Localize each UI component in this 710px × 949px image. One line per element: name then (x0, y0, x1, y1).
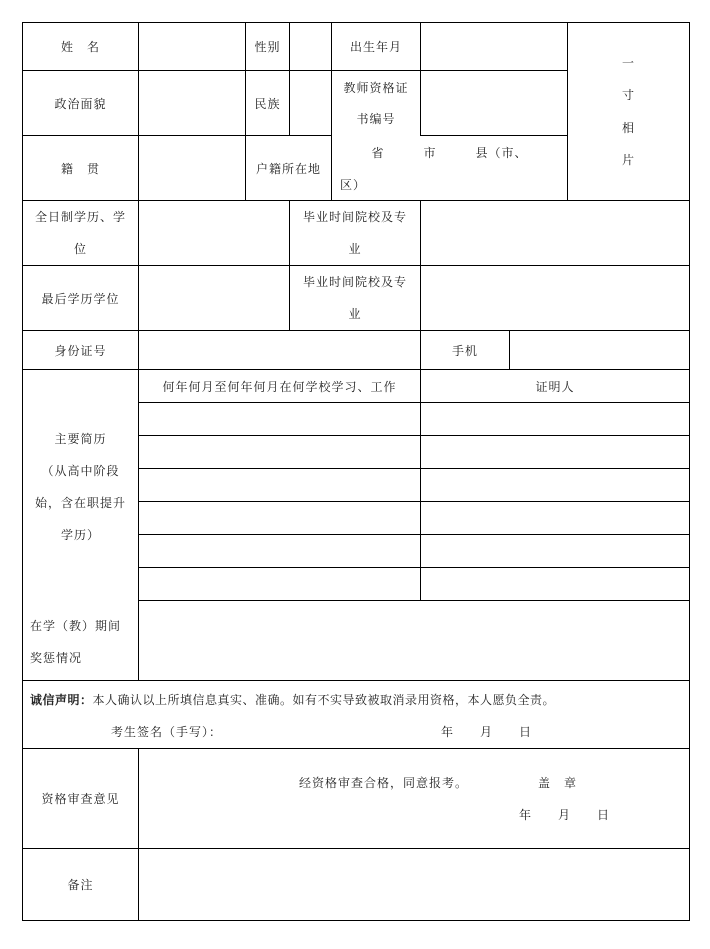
grad-info-b-field[interactable] (421, 266, 689, 330)
politics-label: 政治面貌 (54, 96, 107, 111)
name-label: 姓 名 (60, 40, 100, 54)
grad-label-b-line2: 业 (348, 306, 362, 321)
row-line (420, 135, 568, 136)
photo-box[interactable] (568, 23, 689, 200)
photo-char-3: 相 (621, 120, 635, 135)
awards-field[interactable] (139, 601, 689, 680)
cert-label-line2: 书编号 (356, 111, 396, 126)
awards-label-line1: 在学（教）期间 (30, 618, 122, 633)
last-edu-label: 最后学历学位 (41, 291, 120, 306)
witness-entry-4[interactable] (421, 502, 689, 534)
household-label: 户籍所在地 (255, 161, 321, 176)
grad-label-a-line1: 毕业时间院校及专 (302, 209, 407, 224)
witness-entry-1[interactable] (421, 403, 689, 435)
phone-field[interactable] (510, 331, 689, 369)
border-right (689, 22, 690, 921)
integrity-title: 诚信声明： (30, 692, 93, 707)
witness-entry-5[interactable] (421, 535, 689, 567)
resume-entry-2[interactable] (139, 436, 420, 468)
remarks-field[interactable] (139, 849, 689, 920)
witness-header: 证明人 (535, 379, 575, 394)
resume-label-line2: （从高中阶段 (41, 463, 120, 478)
birth-field[interactable] (421, 23, 567, 70)
grad-info-a-field[interactable] (421, 201, 689, 265)
last-edu-field[interactable] (139, 266, 289, 330)
grad-label-b-line1: 毕业时间院校及专 (302, 274, 407, 289)
resume-entry-4[interactable] (139, 502, 420, 534)
photo-char-2: 寸 (621, 87, 635, 102)
review-text: 经资格审查合格，同意报考。 (299, 775, 469, 790)
fulltime-edu-label-line2: 位 (73, 241, 87, 256)
witness-entry-2[interactable] (421, 436, 689, 468)
grad-label-a-line2: 业 (348, 241, 362, 256)
resume-label-line3: 始，含在职提升 (34, 495, 126, 510)
fulltime-edu-field[interactable] (139, 201, 289, 265)
row-line (22, 680, 690, 681)
fulltime-edu-label-line1: 全日制学历、学 (34, 209, 126, 224)
household-line2[interactable]: 区） (340, 177, 367, 192)
review-label: 资格审查意见 (41, 792, 120, 806)
review-stamp: 盖 章 (538, 775, 578, 790)
resume-entry-1[interactable] (139, 403, 420, 435)
review-date: 年 月 日 (519, 807, 611, 822)
resume-label-line1: 主要简历 (54, 431, 107, 446)
ethnicity-label: 民族 (254, 96, 281, 111)
sign-date: 年 月 日 (441, 724, 533, 739)
resume-entry-6[interactable] (139, 568, 420, 600)
integrity-text: 本人确认以上所填信息真实、准确。如有不实导致被取消录用资格，本人愿负全责。 (92, 692, 556, 707)
gender-label: 性别 (254, 40, 281, 54)
cert-number-field[interactable] (421, 71, 567, 135)
phone-label: 手机 (451, 343, 478, 358)
resume-col-header: 何年何月至何年何月在何学校学习、工作 (162, 379, 397, 394)
ethnicity-field[interactable] (290, 71, 331, 135)
witness-entry-6[interactable] (421, 568, 689, 600)
photo-char-4: 片 (621, 152, 635, 167)
border-bottom (22, 920, 690, 921)
household-line1[interactable]: 省 市 县（市、 (371, 145, 528, 160)
signature-field[interactable] (272, 718, 432, 744)
cert-label-line1: 教师资格证 (343, 80, 409, 95)
id-label: 身份证号 (54, 343, 107, 358)
sign-label: 考生签名（手写）： (111, 724, 223, 739)
witness-entry-3[interactable] (421, 469, 689, 501)
resume-entry-3[interactable] (139, 469, 420, 501)
resume-label-line4: 学历） (60, 527, 100, 542)
birth-label: 出生年月 (349, 40, 402, 54)
integrity-statement (30, 688, 685, 710)
awards-label-line2: 奖惩情况 (30, 650, 83, 665)
politics-field[interactable] (139, 71, 245, 135)
gender-field[interactable] (290, 23, 331, 70)
photo-char-1: 一 (621, 55, 635, 70)
origin-field[interactable] (139, 136, 245, 200)
id-field[interactable] (139, 331, 420, 369)
name-field[interactable] (139, 23, 245, 70)
remarks-label: 备注 (67, 878, 94, 892)
origin-label: 籍 贯 (60, 161, 100, 176)
resume-entry-5[interactable] (139, 535, 420, 567)
